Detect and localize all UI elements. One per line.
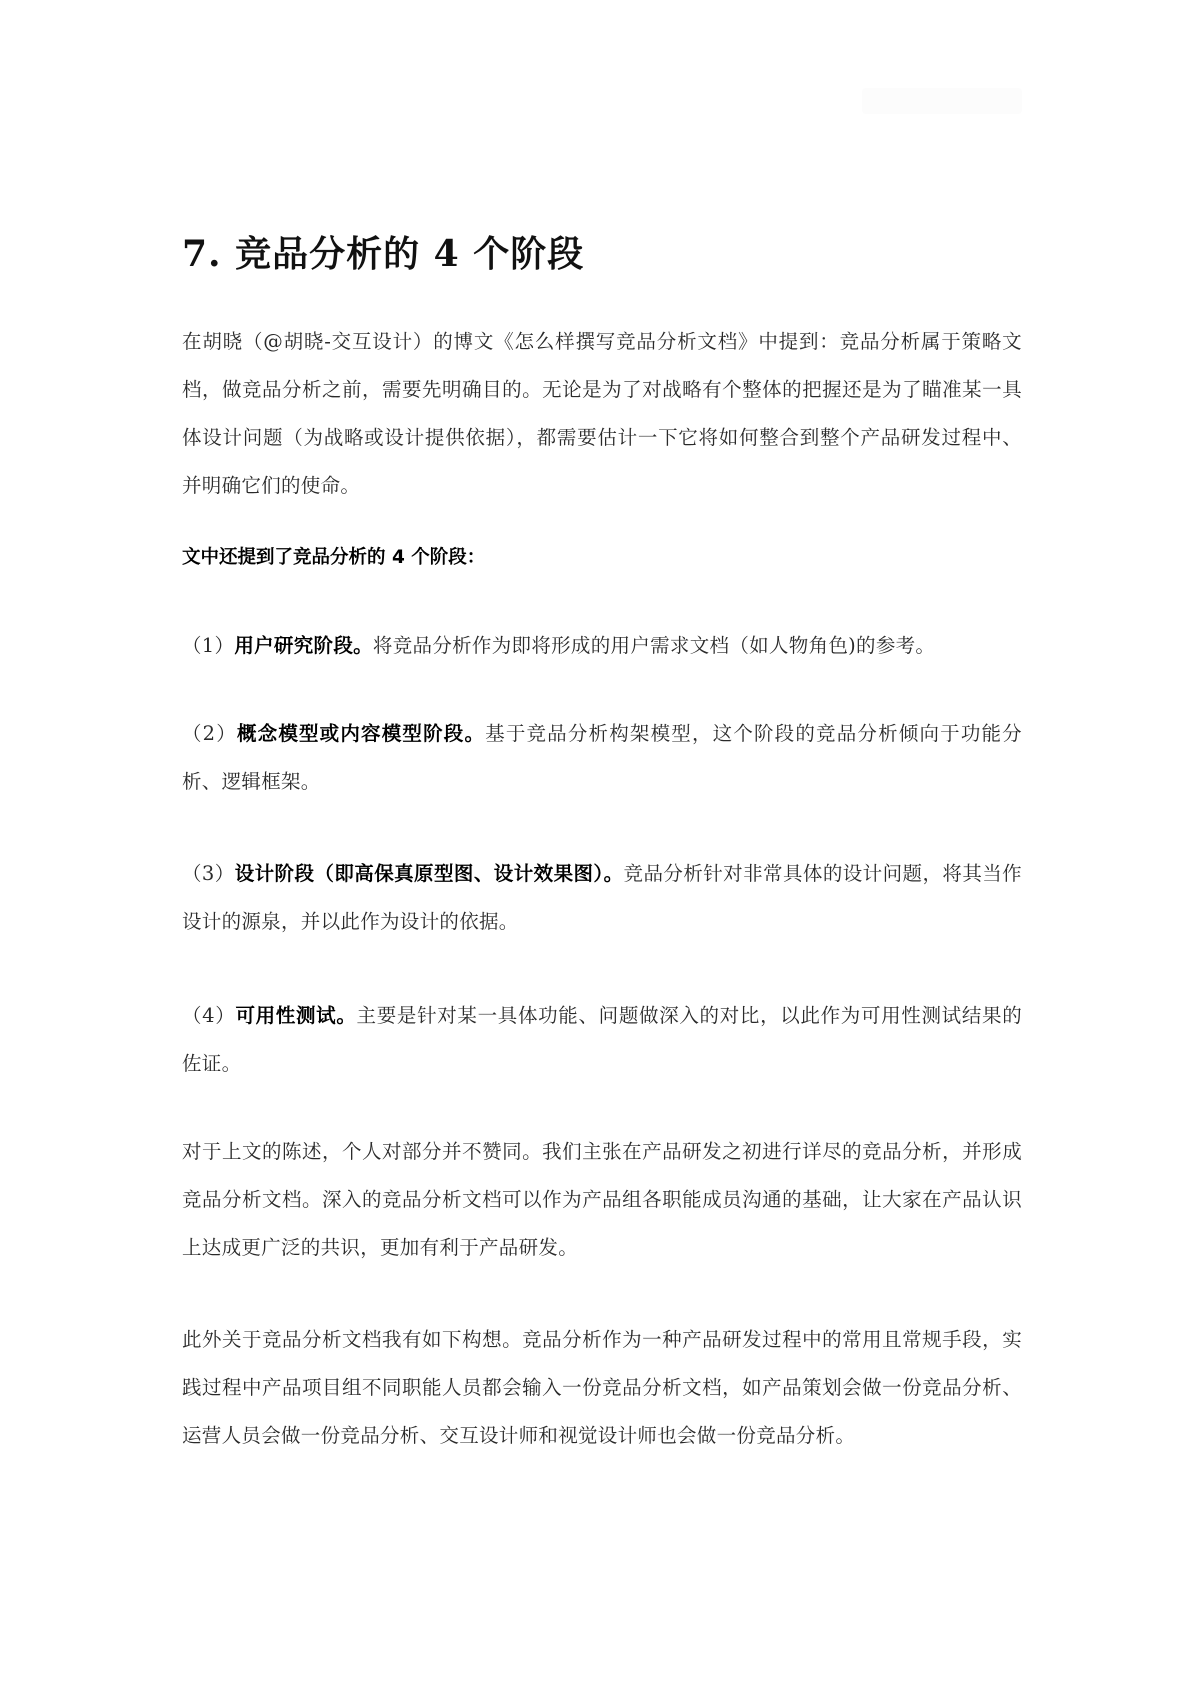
stage-text: 竞品分析针对非常具体的设计问题，将其当作设计的源泉，并以此作为设计的依据。 bbox=[182, 862, 1022, 933]
stage-item-3 bbox=[182, 850, 1022, 946]
section-title: 7. 竞品分析的 4 个阶段 bbox=[182, 233, 585, 275]
stage-item-2 bbox=[182, 710, 1022, 806]
stage-title: 可用性测试。 bbox=[235, 1004, 357, 1027]
closing-paragraph: 此外关于竞品分析文档我有如下构想。竞品分析作为一种产品研发过程中的常用且常规手段，实践过程中产品项目组不同职能人员都会输入一份竞品分析文档，如产品策划会做一份竞品分析、运营人员会做一份竞品分析、交互设计师和视觉设计师也会做一份竞品分析。 bbox=[182, 1328, 1022, 1447]
opinion-paragraph: 对于上文的陈述，个人对部分并不赞同。我们主张在产品研发之初进行详尽的竞品分析，并形成竞品分析文档。深入的竞品分析文档可以作为产品组各职能成员沟通的基础，让大家在产品认识上达成更广泛的共识，更加有利于产品研发。 bbox=[182, 1140, 1022, 1259]
stage-number: （4） bbox=[182, 1004, 236, 1027]
header-watermark bbox=[862, 88, 1022, 114]
stage-text: 主要是针对某一具体功能、问题做深入的对比，以此作为可用性测试结果的佐证。 bbox=[182, 1004, 1023, 1075]
stage-number: （1） bbox=[182, 634, 235, 657]
stage-item-4 bbox=[182, 992, 1022, 1088]
stage-title: 概念模型或内容模型阶段。 bbox=[236, 722, 486, 745]
stage-title: 设计阶段（即高保真原型图、设计效果图）。 bbox=[234, 862, 624, 885]
stage-text: 将竞品分析作为即将形成的用户需求文档（如人物角色)的参考。 bbox=[372, 634, 936, 657]
stage-item-1 bbox=[182, 622, 1022, 670]
stages-heading: 文中还提到了竞品分析的 4 个阶段： bbox=[182, 547, 486, 568]
stage-number: （3） bbox=[182, 862, 235, 885]
stage-title: 用户研究阶段。 bbox=[234, 634, 373, 657]
stage-number: （2） bbox=[182, 722, 237, 745]
intro-paragraph: 在胡晓（@胡晓-交互设计）的博文《怎么样撰写竞品分析文档》中提到：竞品分析属于策略文档，做竞品分析之前，需要先明确目的。无论是为了对战略有个整体的把握还是为了瞄准某一具体设计问题（为战略或设计提供依据），都需要估计一下它将如何整合到整个产品研发过程中、并明确它们的使命。 bbox=[182, 330, 1022, 497]
stage-text: 基于竞品分析构架模型，这个阶段的竞品分析倾向于功能分析、逻辑框架。 bbox=[182, 722, 1022, 793]
